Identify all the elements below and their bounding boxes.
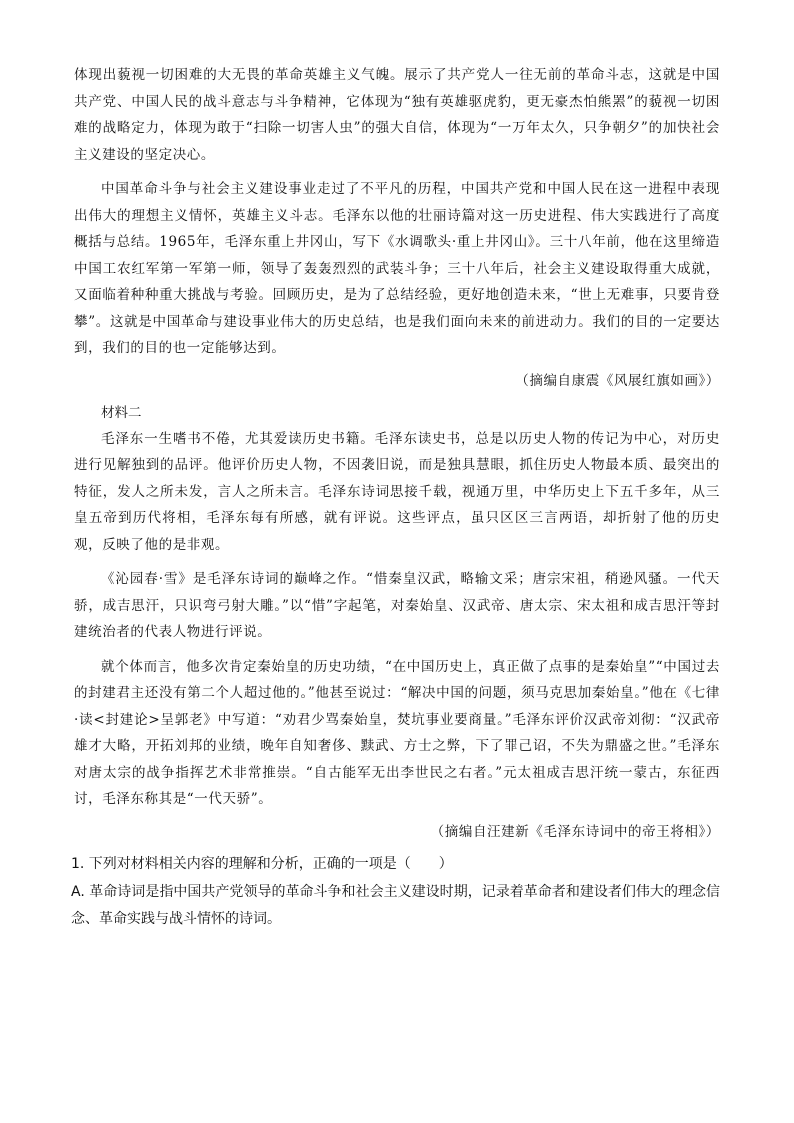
paragraph-4: 《沁园春·雪》是毛泽东诗词的巅峰之作。“惜秦皇汉武，略输文采；唐宗宋祖，稍逊风骚。一代天骄，成吉思汗，只识弯弓射大雕。”以“惜”字起笔，对秦始皇、汉武帝、唐太宗、宋太祖和成吉思汗等封建统治者的代表人物进行评说。 — [74, 571, 720, 640]
paragraph-5: 就个体而言，他多次肯定秦始皇的历史功绩，“在中国历史上，真正做了点事的是秦始皇”“中国过去的封建君主还没有第二个人超过他的。”他甚至说过：“解决中国的问题，须马克思加秦始皇。”他在《七律·读<封建论>呈郭老》中写道：“劝君少骂秦始皇，焚坑事业要商量。”毛泽东评价汉武帝刘彻：“汉武帝雄才大略，开拓刘邦的业绩，晚年自知奢侈、黩武、方士之弊，下了罪己诏，不失为鼎盛之世。”毛泽东对唐太宗的战争指挥艺术非常推崇。“自古能军无出李世民之右者。”元太祖成吉思汗统一蒙古，东征西讨，毛泽东称其是“一代天骄”。 — [74, 658, 720, 807]
paragraph-2: 中国革命斗争与社会主义建设事业走过了不平凡的历程，中国共产党和中国人民在这一进程中表现出伟大的理想主义情怀，英雄主义斗志。毛泽东以他的壮丽诗篇对这一历史进程、伟大实践进行了高度概括与总结。1965年，毛泽东重上井冈山，写下《水调歌头·重上井冈山》。三十八年前，他在这里缔造中国工农红军第一军第一师，领导了轰轰烈烈的武装斗争；三十八年后，社会主义建设取得重大成就，又面临着种种重大挑战与考验。回顾历史，是为了总结经验，更好地创造未来，“世上无难事，只要肯登攀”。这就是中国革命与建设事业伟大的历史总结，也是我们面向未来的前进动力。我们的目的一定要达到，我们的目的也一定能够达到。 — [74, 181, 720, 356]
paragraph-3: 毛泽东一生嗜书不倦，尤其爱读历史书籍。毛泽东读史书，总是以历史人物的传记为中心，对历史进行见解独到的品评。他评价历史人物，不因袭旧说，而是独具慧眼，抓住历史人物最本质、最突出的特征，发人之所未发，言人之所未言。毛泽东诗词思接千载，视通万里，中华历史上下五千多年，从三皇五帝到历代将相，毛泽东每有所感，就有评说。这些评点，虽只区区三言两语，却折射了他的历史观，反映了他的是非观。 — [74, 430, 720, 553]
paragraph-1: 体现出藐视一切困难的大无畏的革命英雄主义气魄。展示了共产党人一往无前的革命斗志，这就是中国共产党、中国人民的战斗意志与斗争精神，它体现为“独有英雄驱虎豹，更无豪杰怕熊罴”的藐视一切困难的战略定力，体现为敢于“扫除一切害人虫”的强大自信，体现为“一万年太久，只争朝夕”的加快社会主义建设的坚定决心。 — [74, 67, 720, 163]
material-two-heading: 材料二 — [101, 404, 142, 421]
source-citation-2: （摘编自汪建新《毛泽东诗词中的帝王将相》） — [430, 823, 720, 840]
question-option-a: A. 革命诗词是指中国共产党领导的革命斗争和社会主义建设时期，记录着革命者和建设者们伟大的理念信念、革命实践与战斗情怀的诗词。 — [71, 883, 720, 927]
source-citation-1: （摘编自康震《风展红旗如画》） — [515, 372, 720, 389]
question-stem: 1. 下列对材料相关内容的理解和分析，正确的一项是（ ） — [71, 855, 453, 872]
document-body — [71, 62, 720, 933]
